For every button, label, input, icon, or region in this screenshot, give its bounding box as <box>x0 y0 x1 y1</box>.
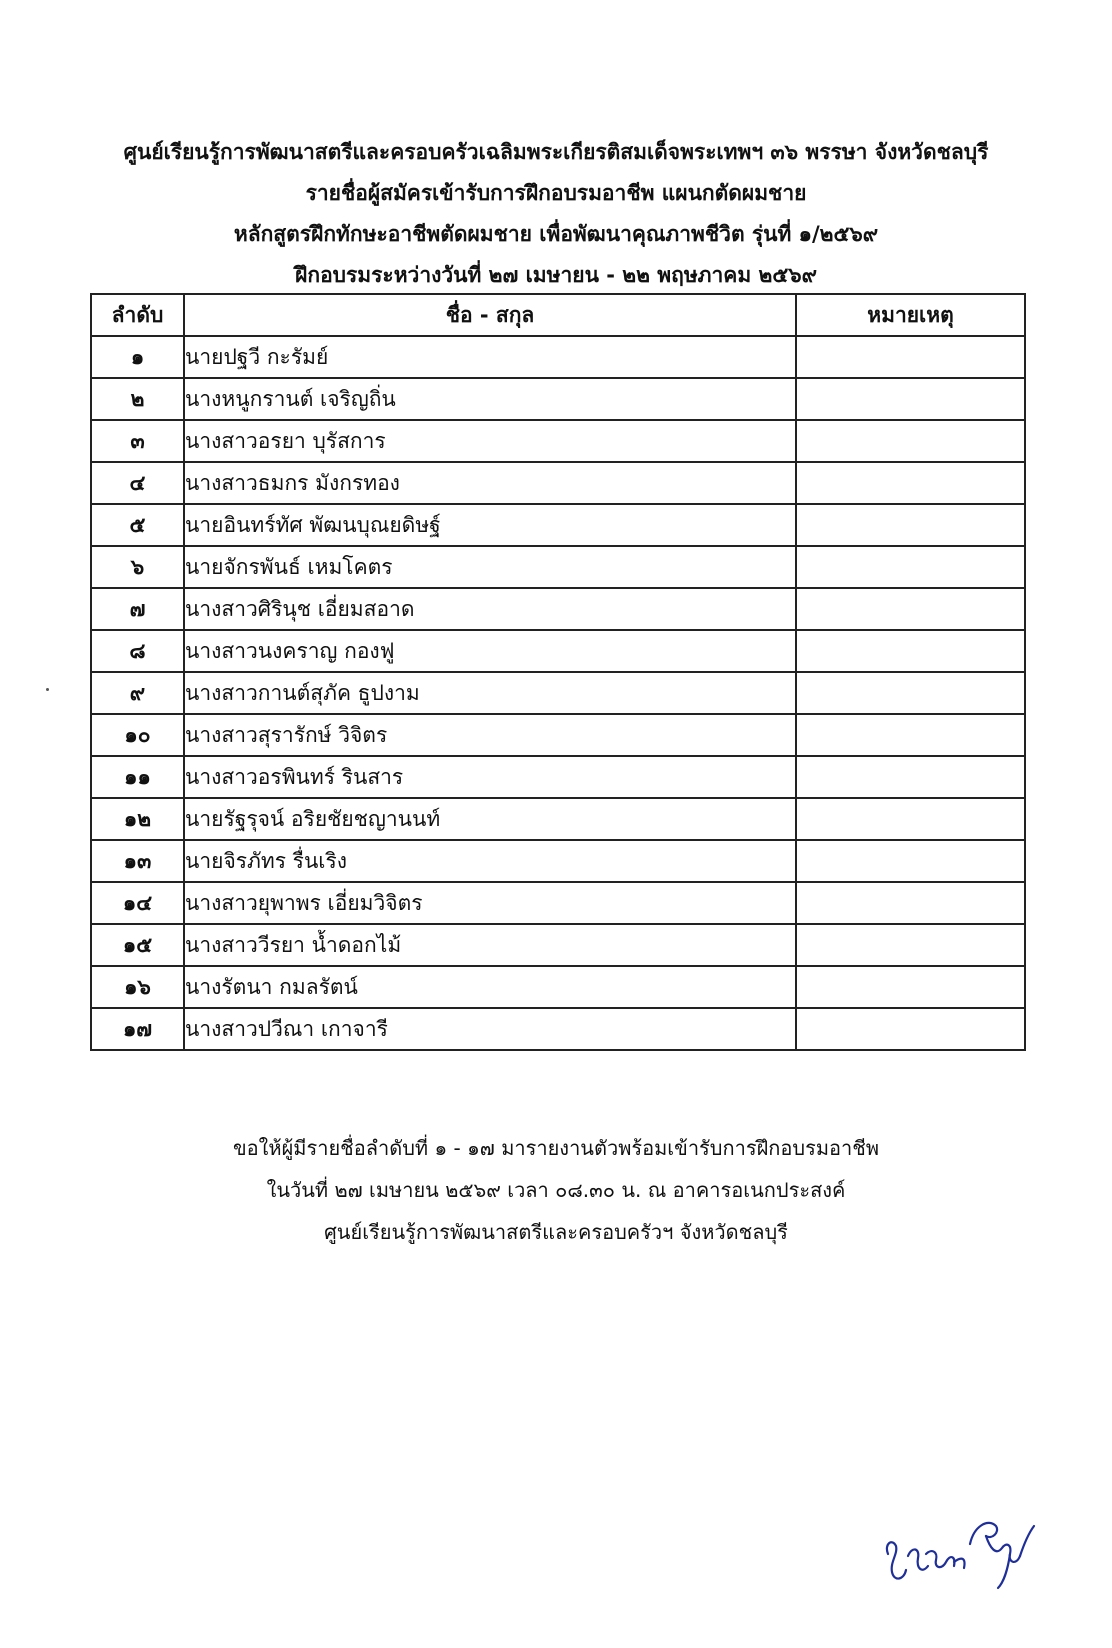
roster-table <box>90 293 1026 1051</box>
table-row <box>91 966 1025 1008</box>
row-remark <box>796 462 1025 504</box>
row-full-name: นายจักรพันธ์ เหมโคตร <box>184 546 796 588</box>
row-remark <box>796 714 1025 756</box>
footer-line-schedule: ในวันที่ ๒๗ เมษายน ๒๕๖๙ เวลา ๐๘.๓๐ น. ณ อาคารอเนกประสงค์ <box>266 1178 846 1202</box>
row-full-name: นางหนูกรานต์ เจริญถิ่น <box>184 378 796 420</box>
row-number: ๓ <box>91 420 184 462</box>
row-full-name: นางสาวธมกร มังกรทอง <box>184 462 796 504</box>
row-full-name: นายรัฐรุจน์ อริยชัยชญานนท์ <box>184 798 796 840</box>
row-full-name: นางสาวอรยา บุรัสการ <box>184 420 796 462</box>
table-row <box>91 588 1025 630</box>
roster-body <box>91 336 1025 1050</box>
row-number: ๖ <box>91 546 184 588</box>
row-number: ๕ <box>91 504 184 546</box>
row-full-name: นางรัตนา กมลรัตน์ <box>184 966 796 1008</box>
footer-line-instruction: ขอให้ผู้มีรายชื่อลำดับที่ ๑ - ๑๗ มารายงานตัวพร้อมเข้ารับการฝึกอบรมอาชีพ <box>232 1136 880 1160</box>
column-header-number: ลำดับ <box>91 294 184 336</box>
row-full-name: นางสาวอรพินทร์ รินสาร <box>184 756 796 798</box>
row-full-name: นางสาวศิรินุช เอี่ยมสอาด <box>184 588 796 630</box>
row-full-name: นายอินทร์ทัศ พัฒนบุณยดิษฐ์ <box>184 504 796 546</box>
row-number: ๑๗ <box>91 1008 184 1050</box>
row-remark <box>796 924 1025 966</box>
table-row <box>91 378 1025 420</box>
row-remark <box>796 756 1025 798</box>
table-header-row <box>91 294 1025 336</box>
row-number: ๑๖ <box>91 966 184 1008</box>
document-header <box>0 132 1112 296</box>
row-number: ๑๔ <box>91 882 184 924</box>
row-number: ๔ <box>91 462 184 504</box>
footer-line-location: ศูนย์เรียนรู้การพัฒนาสตรีและครอบครัวฯ จังหวัดชลบุรี <box>324 1220 788 1244</box>
table-row <box>91 756 1025 798</box>
row-number: ๑๕ <box>91 924 184 966</box>
table-row <box>91 336 1025 378</box>
row-full-name: นางสาวกานต์สุภัค ธูปงาม <box>184 672 796 714</box>
row-number: ๙ <box>91 672 184 714</box>
row-number: ๑๐ <box>91 714 184 756</box>
row-number: ๑๓ <box>91 840 184 882</box>
row-remark <box>796 504 1025 546</box>
row-full-name: นางสาววีรยา น้ำดอกไม้ <box>184 924 796 966</box>
row-remark <box>796 882 1025 924</box>
stray-ink-dot <box>46 688 49 691</box>
table-row <box>91 672 1025 714</box>
row-remark <box>796 630 1025 672</box>
row-number: ๑๑ <box>91 756 184 798</box>
row-number: ๗ <box>91 588 184 630</box>
row-full-name: นางสาวปวีณา เกาจารี <box>184 1008 796 1050</box>
header-line-organization: ศูนย์เรียนรู้การพัฒนาสตรีและครอบครัวเฉลิมพระเกียรติสมเด็จพระเทพฯ ๓๖ พรรษา จังหวัดชลบุรี <box>123 140 989 164</box>
row-number: ๘ <box>91 630 184 672</box>
row-remark <box>796 420 1025 462</box>
row-remark <box>796 378 1025 420</box>
row-remark <box>796 336 1025 378</box>
row-number: ๒ <box>91 378 184 420</box>
row-remark <box>796 840 1025 882</box>
row-full-name: นางสาวยุพาพร เอี่ยมวิจิตร <box>184 882 796 924</box>
row-remark <box>796 1008 1025 1050</box>
row-full-name: นางสาวสุรารักษ์ วิจิตร <box>184 714 796 756</box>
table-row <box>91 420 1025 462</box>
row-number: ๑๒ <box>91 798 184 840</box>
row-remark <box>796 588 1025 630</box>
table-row <box>91 882 1025 924</box>
row-number: ๑ <box>91 336 184 378</box>
table-row <box>91 840 1025 882</box>
table-row <box>91 924 1025 966</box>
header-line-list-title: รายชื่อผู้สมัครเข้ารับการฝึกอบรมอาชีพ แผนกตัดผมชาย <box>305 181 807 205</box>
table-row <box>91 798 1025 840</box>
table-row <box>91 1008 1025 1050</box>
row-remark <box>796 546 1025 588</box>
header-line-dates: ฝึกอบรมระหว่างวันที่ ๒๗ เมษายน - ๒๒ พฤษภาคม ๒๕๖๙ <box>295 263 817 287</box>
row-full-name: นายปฐวี กะรัมย์ <box>184 336 796 378</box>
row-full-name: นายจิรภัทร รื่นเริง <box>184 840 796 882</box>
row-remark <box>796 966 1025 1008</box>
header-line-course: หลักสูตรฝึกทักษะอาชีพตัดผมชาย เพื่อพัฒนาคุณภาพชีวิต รุ่นที่ ๑/๒๕๖๙ <box>233 222 879 246</box>
table-row <box>91 546 1025 588</box>
table-row <box>91 504 1025 546</box>
column-header-name: ชื่อ - สกุล <box>184 294 796 336</box>
row-remark <box>796 798 1025 840</box>
document-footer <box>0 1127 1112 1253</box>
handwritten-signature <box>878 1496 1038 1592</box>
table-row <box>91 714 1025 756</box>
table-row <box>91 630 1025 672</box>
row-remark <box>796 672 1025 714</box>
column-header-remark: หมายเหตุ <box>796 294 1025 336</box>
row-full-name: นางสาวนงคราญ กองฟู <box>184 630 796 672</box>
table-row <box>91 462 1025 504</box>
